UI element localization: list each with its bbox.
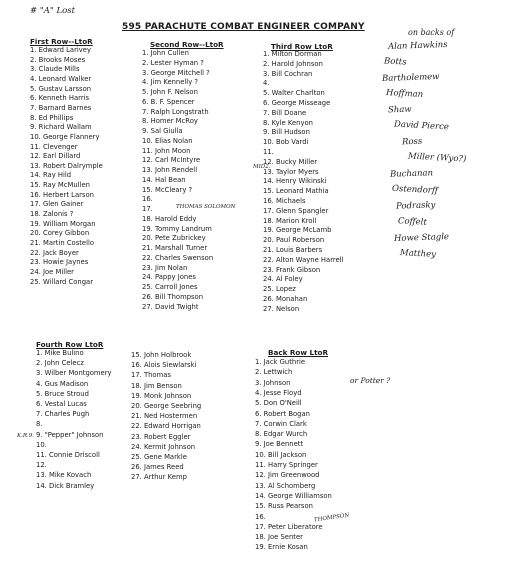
list-item: 22. Charles Swenson — [142, 253, 214, 262]
list-item: 11. Clevenger — [30, 142, 78, 151]
list-item: 15. John Holbrook — [131, 351, 192, 359]
list-item: 14. Henry Wikinski — [263, 177, 327, 186]
list-item: 3. Bill Cochran — [263, 69, 313, 78]
handwritten-note-third-12: MID2. — [253, 164, 271, 170]
list-item: 21. Marshall Turner — [142, 244, 208, 252]
first-row-header: First Row--LtoR — [30, 37, 93, 46]
list-item: 24. Kermit Johnson — [131, 442, 196, 451]
list-item: 4. — [263, 79, 270, 88]
margin-notes-header: on backs of — [408, 28, 455, 37]
list-item: 25. Gene Markle — [131, 453, 187, 461]
list-item: 5. Don O'Neill — [255, 399, 302, 408]
list-item: 8. Homer McRoy — [142, 117, 198, 126]
margin-name: Bartholemew — [381, 71, 440, 85]
list-item: 2. John Celecz — [36, 359, 84, 368]
list-item: 12. — [36, 461, 47, 470]
list-item: 6. Kenneth Harris — [30, 94, 90, 103]
list-item: 24. Al Foley — [263, 275, 303, 284]
list-item: 20. Corey Gibbon — [30, 229, 90, 238]
handwritten-note-fourth-9: K.R.9. — [17, 433, 34, 439]
list-item: 21. Ned Hostermen — [131, 412, 198, 421]
list-item: 18. Zalonis ? — [30, 210, 74, 219]
back-row-header: Back Row LtoR — [268, 348, 328, 357]
list-item: 15. Russ Pearson — [255, 502, 313, 511]
list-item: 12. Carl McIntyre — [142, 156, 201, 165]
list-item: 13. Mike Kovach — [36, 471, 92, 480]
list-item: 23. Jim Nolan — [142, 263, 188, 272]
margin-notes — [382, 28, 516, 268]
list-item: 8. Kyle Kenyon — [263, 118, 313, 127]
list-item: 17. Glenn Spangler — [263, 206, 329, 215]
list-item: 22. Alton Wayne Harrell — [263, 255, 344, 264]
list-item: 14. Hal Bean — [142, 175, 186, 184]
list-item: 11. — [263, 148, 274, 156]
list-item: 8. Edgar Wurch — [255, 430, 308, 439]
list-item: 4. Jesse Floyd — [255, 388, 302, 397]
third-row-header: Third Row LtoR — [271, 42, 333, 51]
list-item: 22. Jack Boyer — [30, 248, 79, 257]
list-item: 19. William Morgan — [30, 219, 96, 228]
margin-name: Hoffman — [385, 88, 424, 100]
list-item: 27. David Twight — [142, 302, 199, 311]
margin-name: Coffelt — [397, 216, 428, 228]
list-item: 16. Michaels — [263, 197, 306, 205]
list-item: 2. Harold Johnson — [263, 59, 323, 68]
list-item: 15. Leonard Mathia — [263, 187, 329, 196]
list-item: 19. Ernie Kosan — [255, 543, 308, 552]
handwritten-note-back-16: THOMPSON — [313, 512, 350, 524]
margin-name: Alan Hawkins — [387, 39, 448, 53]
corner-note: # "A" Lost — [30, 6, 76, 16]
list-item: 9. Richard Wallam — [30, 123, 92, 132]
margin-name: Shaw — [387, 104, 412, 116]
list-item: 25. Lopez — [263, 285, 296, 294]
list-item: 1. Edward Larivey — [30, 46, 91, 54]
list-item: 12. Jim Greenwood — [255, 471, 320, 480]
list-item: 9. Bill Hudson — [263, 128, 310, 137]
list-item: 22. Edward Horrigan — [131, 422, 201, 431]
list-item: 4. Leonard Walker — [30, 74, 92, 83]
list-item: 24. Pappy Jones — [142, 273, 196, 282]
list-item: 19. George McLamb — [263, 226, 332, 235]
list-item: 16. Alois Siewlarski — [131, 361, 197, 370]
list-item: 11. Connie Driscoll — [36, 451, 100, 459]
list-item: 10. Elias Nolan — [142, 136, 193, 145]
margin-name: Botts — [383, 56, 407, 68]
list-item: 14. Dick Bramley — [36, 481, 95, 490]
list-item: 17. Glen Gainer — [30, 200, 84, 209]
list-item: 18. Jim Benson — [131, 381, 182, 390]
margin-name: Ostendorff — [391, 183, 439, 197]
handwritten-note-back-3: or Potter ? — [350, 376, 391, 385]
margin-name: David Pierce — [393, 119, 450, 133]
list-item: 17. — [142, 205, 153, 213]
list-item: 6. B. F. Spencer — [142, 97, 195, 106]
list-item: 6. Robert Bogan — [255, 409, 310, 418]
list-item: 5. Walter Charlton — [263, 89, 325, 98]
list-item: 19. Tommy Landrum — [142, 224, 212, 233]
list-item: 23. Frank Gibson — [263, 265, 321, 274]
handwritten-note-second-16: THOMAS SOLOMON — [176, 204, 236, 210]
list-item: 27. Nelson — [263, 304, 300, 313]
list-item: 23. Robert Eggler — [131, 432, 191, 441]
list-item: 25. Carroll Jones — [142, 283, 198, 291]
margin-name: Podrasky — [395, 200, 436, 212]
list-item: 15. McCleary ? — [142, 185, 193, 194]
margin-name: Ross — [401, 136, 423, 148]
list-item: 13. Taylor Myers — [263, 167, 319, 176]
list-item: 10. — [36, 440, 47, 449]
list-item: 4. Jim Kennelly ? — [142, 78, 198, 87]
list-item: 7. Corwin Clark — [255, 419, 307, 428]
list-item: 19. Monk Johnson — [131, 391, 192, 400]
list-item: 9. Joe Bennett — [255, 440, 304, 449]
list-item: 1. Mike Bulino — [36, 349, 84, 357]
list-item: 2. Lester Hyman ? — [142, 58, 204, 67]
list-item: 11. John Moon — [142, 146, 191, 155]
fourth-row-header: Fourth Row LtoR — [36, 340, 104, 349]
list-item: 13. Al Schomberg — [255, 481, 316, 490]
list-item: 5. Gustav Larsson — [30, 84, 92, 93]
list-item: 14. George Williamson — [255, 491, 332, 500]
list-item: 20. Paul Roberson — [263, 236, 325, 245]
list-item: 7. Ralph Longstrath — [142, 107, 209, 116]
list-item: 17. Peter Liberatore — [255, 522, 323, 531]
list-item: 18. Joe Senter — [255, 533, 303, 542]
list-item: 8. Ed Phillips — [30, 113, 74, 122]
list-item: 9. Sal Giulla — [142, 127, 183, 135]
list-item: 5. Bruce Stroud — [36, 389, 89, 398]
list-item: 12. Bucky Miller — [263, 157, 318, 166]
list-item: 23. Howie Jaynes — [30, 258, 89, 267]
margin-name: Matthey — [399, 248, 437, 260]
list-item: 6. Vestal Lucas — [36, 400, 87, 408]
list-item: 21. Louis Barbers — [263, 246, 323, 254]
list-item: 21. Martin Costello — [30, 239, 95, 247]
second-row-header: Second Row--LtoR — [150, 40, 224, 49]
list-item: 8. — [36, 420, 43, 429]
list-item: 26. Bill Thompson — [142, 292, 204, 301]
list-item: 9. "Pepper" Johnson — [36, 430, 104, 439]
list-item: 4. Gus Madison — [36, 379, 89, 388]
list-item: 10. Bill Jackson — [255, 450, 307, 459]
margin-name: Howe Stagle — [393, 232, 450, 244]
list-item: 1. Milton Dorman — [263, 50, 322, 58]
list-item: 10. George Flannery — [30, 132, 100, 141]
list-item: 7. Bill Doane — [263, 108, 307, 117]
list-item: 12. Earl Dillard — [30, 152, 81, 161]
list-item: 7. Barnard Barnes — [30, 103, 92, 112]
list-item: 6. George Misseage — [263, 99, 331, 107]
margin-name: Miller (Wyo?) — [407, 151, 467, 165]
list-item: 3. Wilber Montgomery — [36, 369, 112, 378]
list-item: 3. Claude Mills — [30, 65, 80, 74]
list-item: 15. Ray McMullen — [30, 181, 90, 190]
list-item: 16. — [142, 195, 153, 204]
list-item: 11. Harry Springer — [255, 461, 318, 469]
list-item: 2. Brooks Moses — [30, 55, 86, 64]
list-item: 16. Herbert Larson — [30, 190, 94, 199]
list-item: 1. John Cullen — [142, 49, 189, 57]
list-item: 10. Bob Vardi — [263, 138, 309, 147]
list-item: 18. Marion Kroll — [263, 216, 317, 225]
page-title: 595 PARACHUTE COMBAT ENGINEER COMPANY — [122, 22, 365, 32]
list-item: 1. Jack Guthrie — [255, 358, 306, 366]
list-item: 5. John F. Nelson — [142, 88, 198, 96]
list-item: 18. Harold Eddy — [142, 214, 197, 223]
list-item: 17. Thomas — [131, 371, 171, 380]
list-item: 7. Charles Pugh — [36, 410, 90, 419]
list-item: 26. Monahan — [263, 295, 308, 303]
list-item: 3. George Mitchell ? — [142, 68, 210, 77]
list-item: 13. Robert Dalrymple — [30, 161, 103, 170]
list-item: 27. Arthur Kemp — [131, 473, 187, 482]
list-item: 24. Joe Miller — [30, 267, 74, 276]
margin-name: Buchanan — [389, 168, 434, 180]
list-item: 16. — [255, 512, 266, 521]
list-item: 25. Willard Congar — [30, 277, 94, 286]
list-item: 2. Lettwich — [255, 368, 293, 377]
list-item: 20. Pete Zubrickey — [142, 234, 206, 243]
list-item: 13. John Rendell — [142, 166, 198, 174]
list-item: 14. Ray Hild — [30, 171, 72, 180]
list-item: 20. George Seebring — [131, 402, 202, 410]
list-item: 26. James Reed — [131, 463, 184, 472]
list-item: 3. Johnson — [255, 378, 291, 387]
